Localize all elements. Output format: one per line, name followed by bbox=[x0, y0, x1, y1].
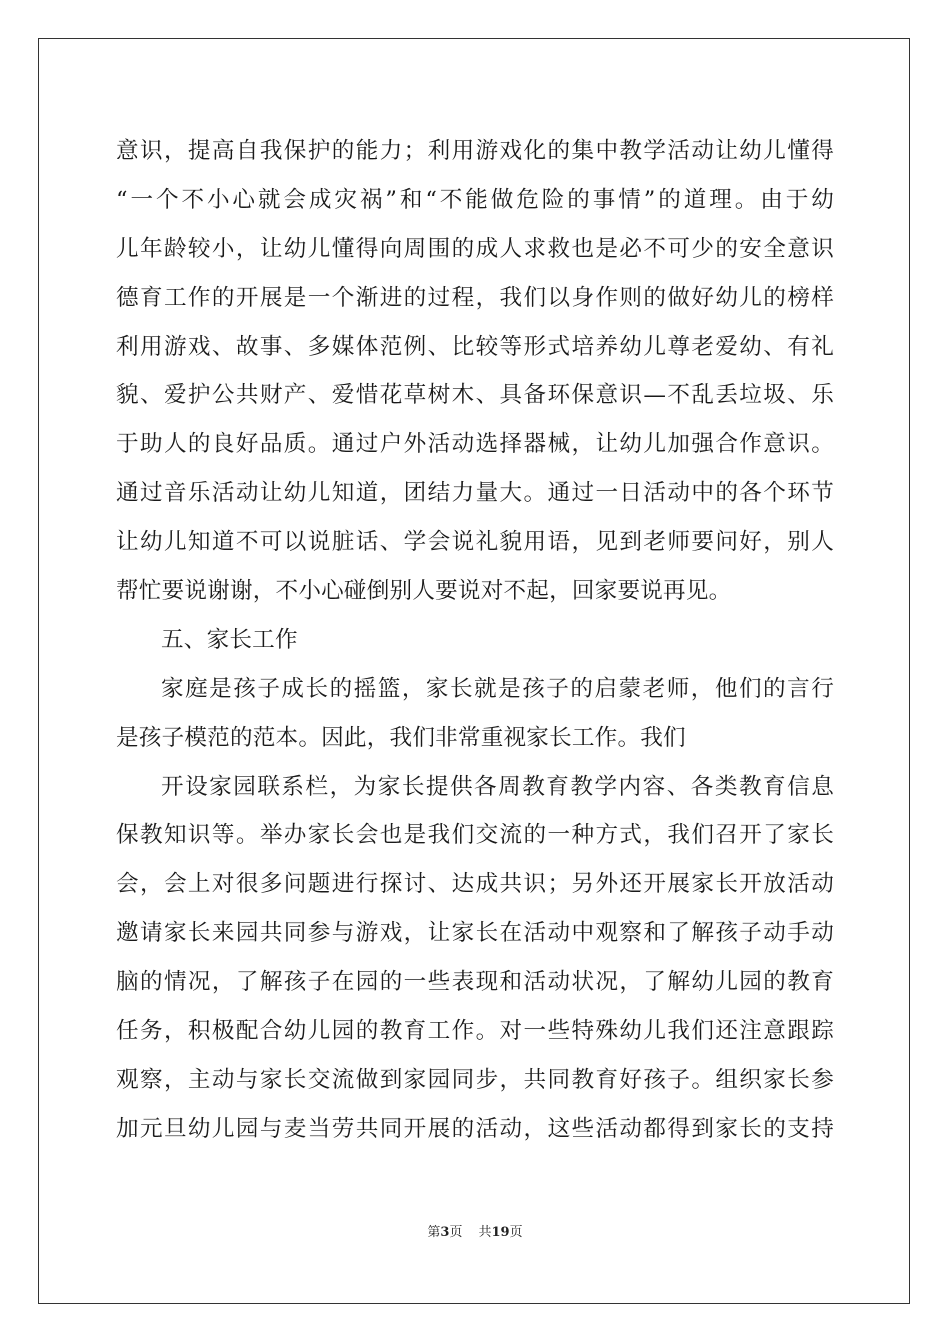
page-footer bbox=[0, 1221, 950, 1240]
total-suffix: 页 bbox=[509, 1225, 523, 1240]
text-line-20: 观察，主动与家长交流做到家园同步，共同教育好孩子。组织家长参 bbox=[116, 1066, 834, 1093]
total-pages: 19 bbox=[491, 1225, 510, 1240]
page-prefix: 第 bbox=[427, 1225, 441, 1240]
document-body bbox=[116, 127, 834, 1154]
text-line-19: 任务，积极配合幼儿园的教育工作。对一些特殊幼儿我们还注意跟踪 bbox=[116, 1018, 834, 1045]
text-line-15: 保教知识等。举办家长会也是我们交流的一种方式，我们召开了家长 bbox=[116, 822, 834, 849]
text-line-21: 加元旦幼儿园与麦当劳共同开展的活动，这些活动都得到家长的支持 bbox=[116, 1115, 834, 1142]
text-line-17: 邀请家长来园共同参与游戏，让家长在活动中观察和了解孩子动手动 bbox=[116, 920, 834, 947]
text-line-9: 让幼儿知道不可以说脏话、学会说礼貌用语，见到老师要问好，别人 bbox=[116, 529, 834, 556]
text-line-13: 是孩子模范的范本。因此，我们非常重视家长工作。我们 bbox=[116, 724, 686, 751]
text-line-3: 儿年龄较小，让幼儿懂得向周围的成人求救也是必不可少的安全意识 bbox=[116, 235, 834, 262]
text-line-6: 貌、爱护公共财产、爱惜花草树木、具备环保意识—不乱丢垃圾、乐 bbox=[116, 382, 834, 409]
text-line-4: 德育工作的开展是一个渐进的过程，我们以身作则的做好幼儿的榜样 bbox=[116, 284, 834, 311]
section-heading: 五、家长工作 bbox=[161, 626, 298, 653]
page-number: 3 bbox=[440, 1225, 450, 1240]
text-line-8: 通过音乐活动让幼儿知道，团结力量大。通过一日活动中的各个环节 bbox=[116, 480, 834, 507]
text-line-14: 开设家园联系栏，为家长提供各周教育教学内容、各类教育信息 bbox=[161, 773, 834, 800]
text-line-7: 于助人的良好品质。通过户外活动选择器械，让幼儿加强合作意识。 bbox=[116, 431, 834, 458]
text-line-16: 会，会上对很多问题进行探讨、达成共识；另外还开展家长开放活动 bbox=[116, 871, 834, 898]
text-line-18: 脑的情况，了解孩子在园的一些表现和活动状况，了解幼儿园的教育 bbox=[116, 969, 834, 996]
text-line-12: 家庭是孩子成长的摇篮，家长就是孩子的启蒙老师，他们的言行 bbox=[161, 675, 834, 702]
total-prefix: 共 bbox=[478, 1225, 492, 1240]
page-suffix: 页 bbox=[449, 1225, 463, 1240]
text-line-1: 意识，提高自我保护的能力；利用游戏化的集中教学活动让幼儿懂得 bbox=[116, 138, 834, 164]
text-line-10: 帮忙要说谢谢，不小心碰倒别人要说对不起，回家要说再见。 bbox=[116, 578, 732, 605]
text-line-2: “一个不小心就会成灾祸”和“不能做危险的事情”的道理。由于幼 bbox=[116, 186, 834, 213]
text-line-5: 利用游戏、故事、多媒体范例、比较等形式培养幼儿尊老爱幼、有礼 bbox=[116, 333, 834, 360]
